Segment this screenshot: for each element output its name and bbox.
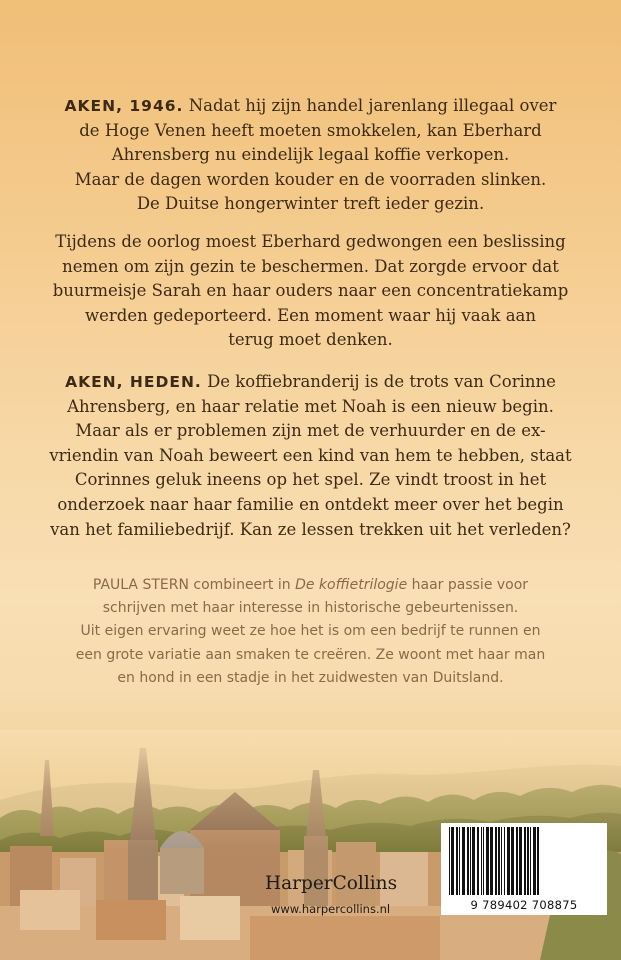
blurb-line: onderzoek naar haar familie en ontdekt meer over het begin: [57, 494, 564, 514]
author-bio: [40, 574, 581, 690]
blurb-line: Ahrensberg, en haar relatie met Noah is een nieuw begin.: [67, 396, 554, 416]
barcode-bar: [472, 827, 475, 895]
blurb-line: Corinnes geluk ineens op het spel. Ze vindt troost in het: [74, 470, 547, 490]
barcode-bar: [511, 827, 514, 895]
barcode-bars: [447, 827, 601, 897]
barcode-bar: [477, 827, 479, 895]
bio-line: een grote variatie aan smaken te creëren. Ze woont met haar man: [75, 646, 546, 663]
barcode-bar: [459, 827, 460, 895]
author-name: PAULA STERN: [92, 577, 189, 593]
publisher-logo: HarperCollins: [265, 873, 398, 894]
blurb-lead-1946: AKEN, 1946.: [64, 97, 184, 115]
barcode-bar: [498, 827, 500, 895]
blurb-line: Nadat hij zijn handel jarenlang illegaal over: [188, 96, 557, 115]
blurb-line: Tijdens de oorlog moest Eberhard gedwongen een beslissing: [55, 232, 566, 251]
barcode-bar: [462, 827, 465, 895]
barcode-bar: [537, 827, 539, 895]
barcode-bar: [495, 827, 497, 895]
isbn-barcode: [441, 823, 607, 915]
blurb-line: de Hoge Venen heeft moeten smokkelen, kan Eberhard: [79, 120, 542, 140]
barcode-bar: [516, 827, 518, 895]
blurb-line: Maar de dagen worden kouder en de voorraden slinken.: [74, 169, 547, 189]
barcode-bar: [524, 827, 526, 895]
bio-line: en hond in een stadje in het zuidwesten van Duitsland.: [117, 669, 504, 686]
barcode-bar: [527, 827, 529, 895]
bio-line: Uit eigen ervaring weet ze hoe het is om een bedrijf te runnen en: [80, 623, 541, 640]
barcode-bar: [470, 827, 471, 895]
barcode-bar: [486, 827, 489, 895]
barcode-bar: [456, 827, 458, 895]
isbn-number: 9 789402 708875: [470, 898, 578, 912]
blurb-line: Maar als er problemen zijn met de verhuurder en de ex-: [75, 421, 546, 441]
barcode-bar: [504, 827, 505, 895]
barcode-bar: [490, 827, 493, 895]
blurb-line: nemen om zijn gezin te beschermen. Dat zorgde ervoor dat: [62, 256, 559, 276]
barcode-bar: [519, 827, 522, 895]
publisher-url[interactable]: www.harpercollins.nl: [271, 902, 391, 916]
barcode-bar: [451, 827, 454, 895]
barcode-bar: [530, 827, 531, 895]
barcode-bar: [507, 827, 510, 895]
blurb-line: buurmeisje Sarah en haar ouders naar een concentratiekamp: [52, 281, 569, 301]
barcode-bar: [501, 827, 502, 895]
barcode-bar: [483, 827, 484, 895]
bio-line: schrijven met haar interesse in historische gebeurtenissen.: [102, 600, 519, 617]
barcode-bar: [533, 827, 536, 895]
blurb-line: De Duitse hongerwinter treft ieder gezin.: [136, 194, 485, 214]
blurb-paragraph-present: [40, 370, 581, 542]
blurb-line: vriendin van Noah beweert een kind van hem te hebben, staat: [49, 445, 572, 465]
barcode-bar: [449, 827, 450, 895]
blurb-lead-present: AKEN, HEDEN.: [65, 373, 202, 391]
series-title: De koffietrilogie: [295, 577, 408, 593]
barcode-bar: [481, 827, 482, 895]
blurb-line: terug moet denken.: [228, 330, 393, 350]
bio-text: haar passie voor: [411, 577, 529, 593]
blurb-line: Ahrensberg nu eindelijk legaal koffie verkopen.: [111, 145, 510, 165]
blurb-paragraph-war: [40, 230, 581, 353]
blurb-line: van het familiebedrijf. Kan ze lessen trekken uit het verleden?: [50, 519, 571, 539]
blurb-line: De koffiebranderij is de trots van Corinne: [207, 372, 556, 391]
blurb-line: werden gedeporteerd. Een moment waar hij vaak aan: [84, 305, 537, 325]
blurb-paragraph-1946: [40, 94, 581, 217]
bio-text: combineert in: [193, 577, 291, 593]
barcode-bar: [467, 827, 469, 895]
